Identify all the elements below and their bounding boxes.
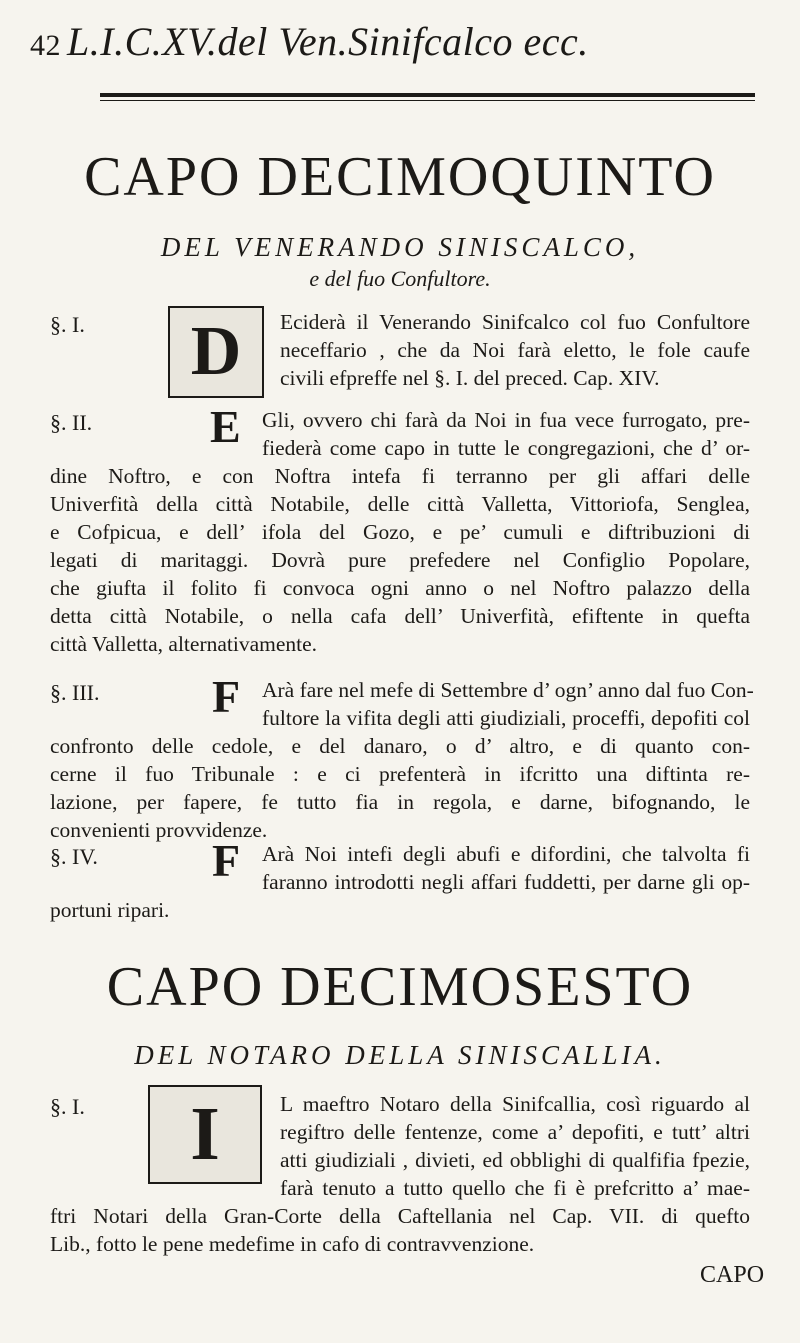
text-line: Lib., fotto le pene medefime in cafo di contravvenzione.: [50, 1232, 535, 1256]
text-line: Univerfità della città Notabile, delle città Valletta, Vittoriofa, Senglea,: [50, 492, 750, 516]
text-line: civili efpreffe nel §. I. del preced. Cap. XIV.: [280, 366, 660, 390]
text-line: atti giudiziali , divieti, ed obblighi di qualfifia fpezie,: [280, 1148, 750, 1172]
initial-letter: F: [212, 671, 241, 722]
text-line: Arà fare nel mefe di Settembre d’ ogn’ anno dal fuo Con-: [262, 678, 754, 702]
paragraph-continued: [50, 896, 750, 924]
running-head: [30, 18, 589, 65]
text-line: ftri Notari della Gran-Corte della Caftellania nel Cap. VII. di quefto: [50, 1204, 750, 1228]
text-line: faranno introdotti negli affari fuddetti, per darne gli op-: [262, 870, 750, 894]
paragraph: [280, 308, 750, 392]
paragraph: [262, 840, 750, 896]
decorated-initial: [168, 306, 264, 398]
text-line: L maeftro Notaro della Sinifcallia, così riguardo al: [280, 1092, 750, 1116]
text-line: cerne il fuo Tribunale : e ci prefenterà in ifcritto una diftinta re-: [50, 762, 750, 786]
text-line: neceffario , che da Noi farà eletto, le fole caufe: [280, 338, 750, 362]
page-number: 42: [30, 29, 61, 62]
section-label: §. I.: [50, 312, 85, 337]
paragraph-continued: [50, 732, 750, 844]
header-rule-thick: [100, 93, 755, 97]
section-label: §. III.: [50, 680, 100, 705]
paragraph-continued: [50, 1202, 750, 1258]
decorated-initial: [148, 1085, 262, 1184]
text-line: e Cofpicua, e dell’ ifola del Gozo, e pe’ cumuli e diftribuzioni di: [50, 520, 750, 544]
text-line: farà tenuto a tutto quello che fi è prefcritto a’ mae-: [280, 1176, 750, 1200]
text-line: Arà Noi intefi degli abufi e difordini, che talvolta fi: [262, 842, 750, 866]
text-line: Gli, ovvero chi farà da Noi in fua vece furrogato, pre-: [262, 408, 750, 432]
text-line: Eciderà il Venerando Sinifcalco col fuo Confultore: [280, 310, 750, 334]
text-line: che giufta il folito fi convoca ogni anno o nel Noftro palazzo della: [50, 576, 750, 600]
text-line: regiftro delle fentenze, come a’ depofiti, e tutt’ altri: [280, 1120, 750, 1144]
section-label: §. II.: [50, 410, 93, 435]
text-line: lazione, per fapere, fe tutto fia in regola, e darne, bifognando, le: [50, 790, 750, 814]
section-label: §. I.: [50, 1094, 85, 1119]
text-line: legati di maritaggi. Dovrà pure prefedere nel Configlio Popolare,: [50, 548, 750, 572]
paragraph: [262, 406, 750, 462]
text-line: detta città Notabile, o nella cafa dell’ Univerfità, efiftente in quefta: [50, 604, 750, 628]
chapter-title: CAPO DECIMOQUINTO: [84, 146, 716, 208]
header-rule-thin: [100, 100, 755, 101]
paragraph-continued: [50, 462, 750, 658]
text-line: convenienti provvidenze.: [50, 818, 268, 842]
section-label: §. IV.: [50, 844, 98, 869]
text-line: fiederà come capo in tutte le congregazioni, che d’ or-: [262, 436, 750, 460]
text-line: città Valletta, alternativamente.: [50, 632, 318, 656]
paragraph: [262, 676, 754, 732]
catchword: CAPO: [700, 1262, 765, 1288]
chapter-title: CAPO DECIMOSESTO: [106, 956, 694, 1018]
text-line: fultore la vifita degli atti giudiziali, proceffi, depofiti col: [262, 706, 750, 730]
initial-letter: I: [190, 1092, 220, 1176]
initial-letter: F: [212, 835, 241, 886]
chapter-subsubtitle: e del fuo Confultore.: [309, 266, 491, 291]
chapter-subtitle: DEL VENERANDO SINISCALCO,: [160, 232, 640, 262]
running-title: L.I.C.XV.del Ven.Sinifcalco ecc.: [67, 19, 589, 64]
chapter-subtitle: DEL NOTARO DELLA SINISCALLIA.: [134, 1040, 666, 1070]
text-line: portuni ripari.: [50, 898, 170, 922]
text-line: confronto delle cedole, e del danaro, o d’ altro, e di quanto con-: [50, 734, 750, 758]
initial-letter: E: [210, 401, 241, 452]
text-line: dine Noftro, e con Noftra intefa fi terranno per gli affari delle: [50, 464, 750, 488]
initial-letter: D: [190, 313, 242, 390]
paragraph: [280, 1090, 750, 1202]
